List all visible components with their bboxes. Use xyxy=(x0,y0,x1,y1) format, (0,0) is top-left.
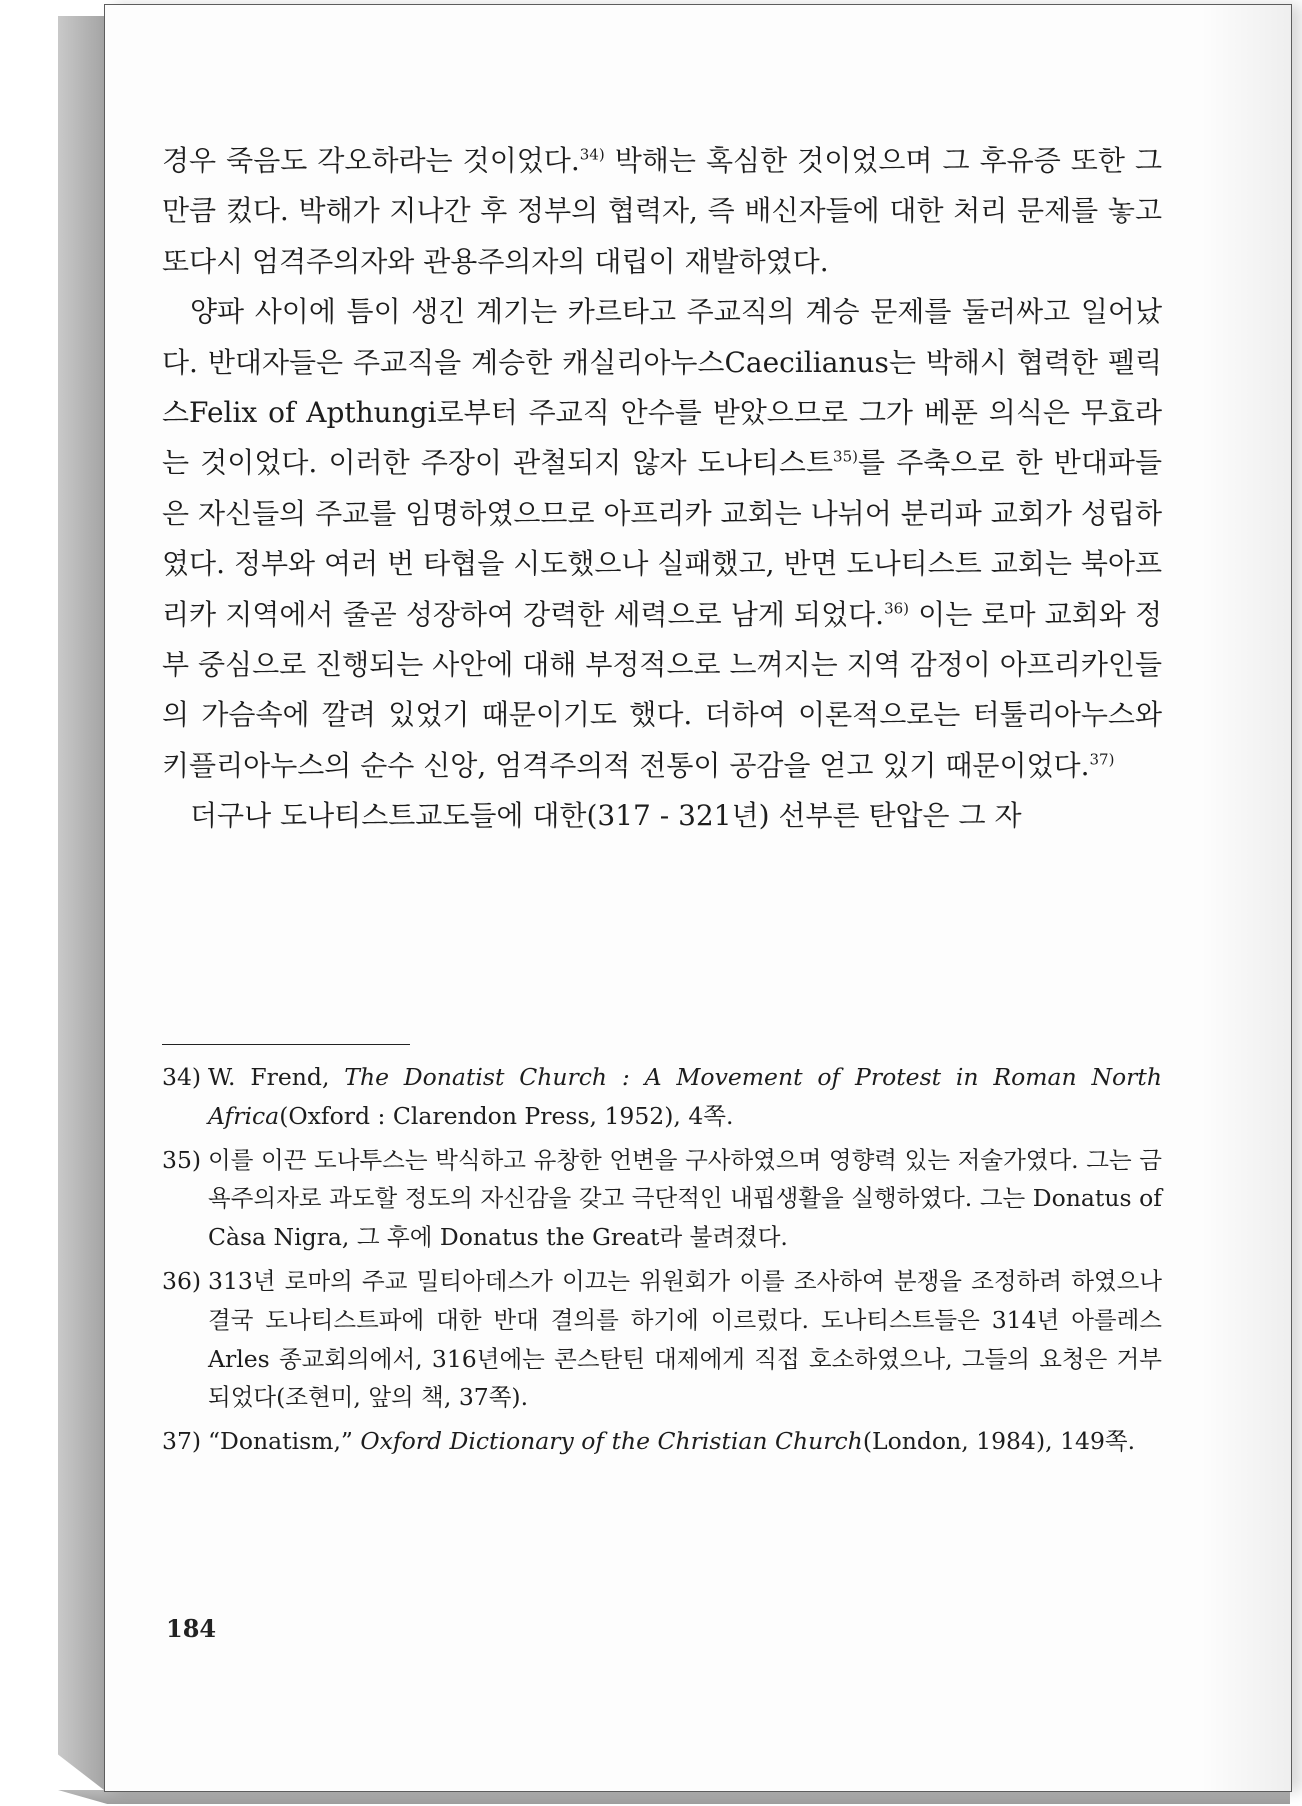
footnote-35 xyxy=(162,1141,1162,1257)
footnotes xyxy=(162,1058,1162,1466)
book-title: The Donatist Church : A Movement of Protest in Roman North Africa xyxy=(208,1063,1162,1130)
text-run: (London, 1984), 149쪽. xyxy=(862,1427,1136,1456)
paragraph-1 xyxy=(162,136,1162,287)
footnote-34 xyxy=(162,1058,1162,1136)
footnote-ref-35[interactable]: 35) xyxy=(833,448,858,467)
paragraph-2 xyxy=(162,287,1162,791)
text-run: 양파 사이에 틈이 생긴 계기는 카르타고 주교직의 계승 문제를 둘러싸고 일어났다. 반대자들은 주교직을 계승한 캐실리아누스Caecilianus는 박해시 협력한 펠릭스Felix of Apthungi로부터 주교직 안수를 받았으므로 그가 베푼 의식은 무효라는 것이었다. 이러한 주장이 관철되지 않자 도나티스트 xyxy=(162,295,1162,480)
footnote-text xyxy=(208,1058,1162,1136)
footnote-text xyxy=(208,1422,1162,1461)
text-run: 이는 로마 교회와 정부 중심으로 진행되는 사안에 대해 부정적으로 느껴지는 지역 감정이 아프리카인들의 가슴속에 깔려 있었기 때문이기도 했다. 더하여 이론적으로는 터툴리아누스와 키플리아누스의 순수 신앙, 엄격주의적 전통이 공감을 얻고 있기 때문이었다. xyxy=(162,597,1162,782)
footnote-ref-34[interactable]: 34) xyxy=(579,145,605,164)
text-run: 경우 죽음도 각오하라는 것이었다. xyxy=(162,144,580,177)
footnote-37 xyxy=(162,1422,1162,1461)
text-run: “Donatism,” xyxy=(208,1427,361,1456)
footnote-ref-37[interactable]: 37) xyxy=(1089,750,1115,769)
text-run: 더구나 도나티스트교도들에 대한(317 - 321년) 선부른 탄압은 그 자 xyxy=(190,799,1022,833)
footnote-text: 이를 이끈 도나투스는 박식하고 유창한 언변을 구사하였으며 영향력 있는 저술가였다. 그는 금욕주의자로 과도할 정도의 자신감을 갖고 극단적인 내핍생활을 실행하였다. 그는 Donatus of Càsa Nigra, 그 후에 Donatus the Great라 불려졌다. xyxy=(208,1145,1162,1252)
footnote-text: 313년 로마의 주교 밀티아데스가 이끄는 위원회가 이를 조사하여 분쟁을 조정하려 하였으나 결국 도나티스트파에 대한 반대 결의를 하기에 이르렀다. 도나티스트들은 314년 아를레스Arles 종교회의에서, 316년에는 콘스탄틴 대제에게 직접 호소하였으나, 그들의 요청은 거부되었다(조현미, 앞의 책, 37쪽). xyxy=(208,1266,1162,1412)
text-run: 를 주축으로 한 반대파들은 자신들의 주교를 임명하였으므로 아프리카 교회는 나뉘어 분리파 교회가 성립하였다. 정부와 여러 번 타협을 시도했으나 실패했고, 반면 도나티스트 교회는 북아프리카 지역에서 줄곧 성장하여 강력한 세력으로 남게 되었다. xyxy=(162,446,1162,631)
footnote-ref-36[interactable]: 36) xyxy=(884,599,910,618)
paragraph-3 xyxy=(162,791,1162,841)
text-run: W. Frend, xyxy=(208,1063,345,1091)
text-run: (Oxford : Clarendon Press, 1952), 4쪽. xyxy=(279,1101,734,1130)
footnote-number: 36) xyxy=(162,1266,202,1295)
book-edge xyxy=(58,16,104,1790)
footnote-number: 34) xyxy=(162,1063,202,1091)
footnote-36 xyxy=(162,1262,1162,1417)
text-run: 박해는 혹심한 것이었으며 그 후유증 또한 그만큼 컸다. 박해가 지나간 후 정부의 협력자, 즉 배신자들에 대한 처리 문제를 놓고 또다시 엄격주의자와 관용주의자의 대립이 재발하였다. xyxy=(162,144,1163,278)
footnote-number: 35) xyxy=(162,1145,202,1174)
book-title: Oxford Dictionary of the Christian Church xyxy=(360,1427,863,1456)
page-shade xyxy=(1201,5,1291,1791)
footnote-divider xyxy=(162,1044,410,1045)
body-text xyxy=(162,136,1162,842)
book-edge-bottom xyxy=(58,1790,1290,1804)
page-number: 184 xyxy=(166,1614,217,1643)
footnote-number: 37) xyxy=(162,1427,202,1456)
